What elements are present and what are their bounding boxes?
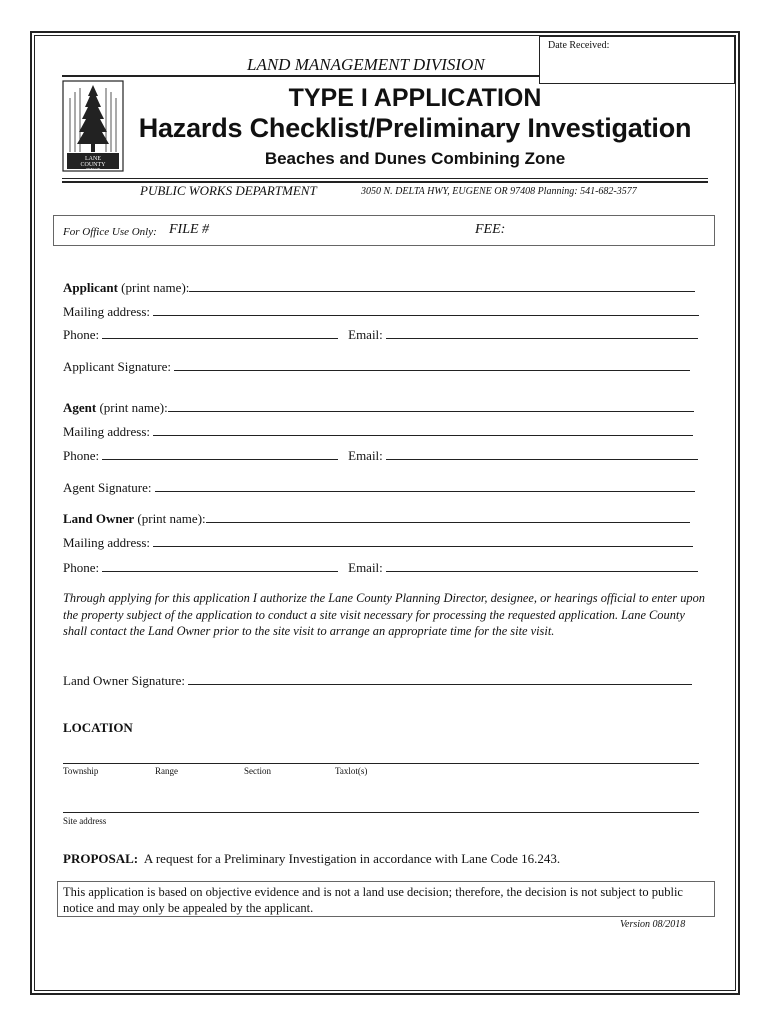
proposal-label: PROPOSAL: (63, 851, 139, 866)
agent-phone-field[interactable] (102, 448, 338, 460)
proposal-text: A request for a Preliminary Investigation in accordance with Lane Code 16.243. (143, 851, 561, 866)
owner-mailing-field[interactable] (153, 535, 693, 547)
agent-heading: Agent (63, 400, 97, 415)
fee-label: FEE: (475, 222, 506, 237)
owner-phone-label: Phone: (63, 560, 100, 575)
logo-text-oregon: OREGON (85, 167, 101, 171)
proposal-row (63, 851, 560, 867)
applicant-signature-label: Applicant Signature: (63, 359, 171, 374)
agent-signature-row (63, 480, 695, 496)
owner-phone-row (63, 560, 698, 576)
location-heading: LOCATION (63, 720, 133, 735)
agent-phone-label: Phone: (63, 448, 100, 463)
owner-email-field[interactable] (386, 560, 698, 572)
applicant-signature-field[interactable] (174, 359, 690, 371)
range-label: Range (155, 766, 178, 776)
agent-email-field[interactable] (386, 448, 698, 460)
location-line[interactable] (63, 763, 699, 764)
applicant-name-row (63, 280, 695, 296)
taxlots-label: Taxlot(s) (335, 766, 368, 776)
site-address-label: Site address (63, 816, 107, 826)
applicant-name-field[interactable] (189, 280, 695, 292)
file-number-label: FILE # (169, 222, 210, 237)
applicant-phone-label: Phone: (63, 327, 100, 342)
application-type-title: TYPE I APPLICATION (288, 84, 542, 112)
agent-phone-row (63, 448, 698, 464)
township-label: Township (63, 766, 99, 776)
owner-mailing-row (63, 535, 693, 551)
agent-mailing-row (63, 424, 693, 440)
agent-mailing-field[interactable] (153, 424, 693, 436)
applicant-heading: Applicant (63, 280, 118, 295)
authorization-statement: Through applying for this application I authorize the Lane County Planning Director, designee, or hearings official to enter upon the property subject of the application to conduct a site visit necessary for processing the requested application. Lane County shall contact the Land Owner prior to the site visit to arrange an appropriate time for the site visit. (63, 591, 705, 638)
owner-signature-row (63, 673, 692, 689)
agent-name-row (63, 400, 694, 416)
owner-email-label: Email: (348, 560, 383, 575)
department-address: 3050 N. DELTA HWY, EUGENE OR 97408 Planning: 541-682-3577 (361, 186, 637, 197)
owner-signature-label: Land Owner Signature: (63, 673, 186, 688)
agent-signature-field[interactable] (155, 480, 695, 492)
header-rule (62, 75, 540, 77)
applicant-mailing-row (63, 304, 699, 320)
applicant-email-label: Email: (348, 327, 383, 342)
agent-signature-label: Agent Signature: (63, 480, 152, 495)
owner-signature-field[interactable] (188, 673, 692, 685)
owner-name-row (63, 511, 690, 527)
logo-text-county: COUNTY (80, 162, 106, 168)
owner-name-field[interactable] (206, 511, 690, 523)
applicant-mailing-field[interactable] (153, 304, 699, 316)
department-name: PUBLIC WORKS DEPARTMENT (140, 183, 317, 198)
division-name: LAND MANAGEMENT DIVISION (247, 55, 485, 74)
applicant-signature-row (63, 359, 690, 375)
date-received-label: Date Received: (548, 40, 610, 51)
version-label: Version 08/2018 (620, 919, 686, 930)
lane-county-logo (62, 80, 124, 172)
office-use-label: For Office Use Only: (63, 226, 157, 238)
logo-text-lane: LANE (85, 156, 101, 162)
owner-phone-field[interactable] (102, 560, 338, 572)
applicant-phone-field[interactable] (102, 327, 338, 339)
applicant-phone-row (63, 327, 698, 343)
form-title: Hazards Checklist/Preliminary Investigation (138, 113, 692, 143)
title-rule-thin (62, 178, 708, 179)
agent-name-field[interactable] (168, 400, 694, 412)
owner-mailing-label: Mailing address: (63, 535, 151, 550)
owner-name-label: (print name): (134, 511, 206, 526)
notice-text: This application is based on objective evidence and is not a land use decision; therefore, the decision is not subject to public notice and may only be appealed by the applicant. (63, 885, 683, 915)
applicant-name-label: (print name): (117, 280, 190, 295)
agent-name-label: (print name): (96, 400, 168, 415)
form-subtitle: Beaches and Dunes Combining Zone (264, 149, 566, 168)
site-address-line[interactable] (63, 812, 699, 813)
section-label: Section (244, 766, 271, 776)
agent-email-label: Email: (348, 448, 383, 463)
owner-heading: Land Owner (63, 511, 135, 526)
applicant-email-field[interactable] (386, 327, 698, 339)
applicant-mailing-label: Mailing address: (63, 304, 151, 319)
agent-mailing-label: Mailing address: (63, 424, 151, 439)
